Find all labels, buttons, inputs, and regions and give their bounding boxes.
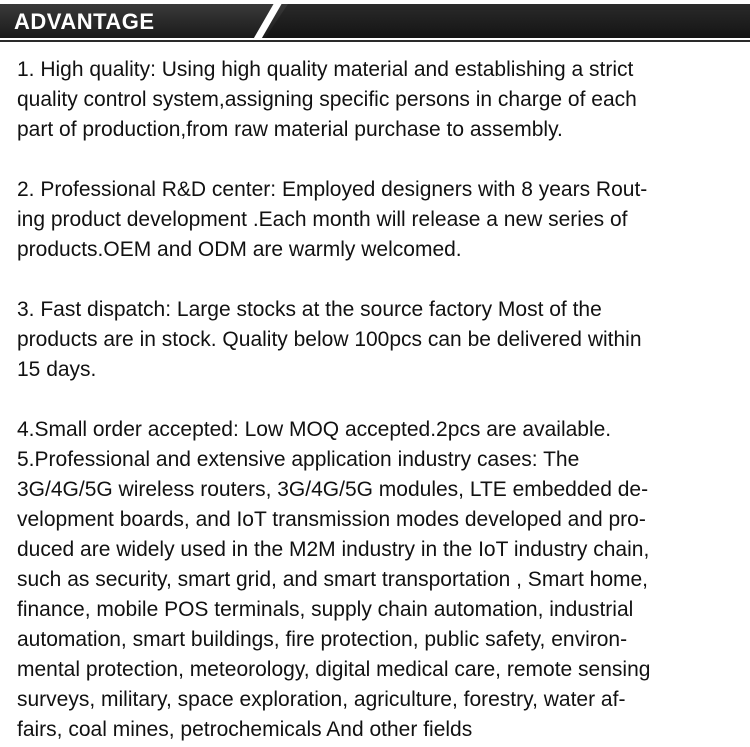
header-underline [0,40,750,42]
advantage-list [17,55,732,745]
advantage-item-dispatch: 3. Fast dispatch: Large stocks at the source factory Most of the products are in stock. Quality below 100pcs can be delivered within 15 days. [17,298,642,381]
advantage-item-quality: 1. High quality: Using high quality material and establishing a strict quality control system,assigning specific persons in charge of each part of production,from raw material purchase to assembly. [17,58,637,141]
advantage-item-rnd: 2. Professional R&D center: Employed designers with 8 years Rout- ing product development .Each month will release a new series of products.OEM and ODM are warmly welcomed. [17,178,648,261]
advantage-item-applications: 5.Professional and extensive application industry cases: The 3G/4G/5G wireless routers, 3G/4G/5G modules, LTE embedded de- velopment boards, and IoT transmission modes developed and pro- duced are widely used in the M2M industry in the IoT industry chain, such as security, smart grid, and smart transportation , Smart home, finance, mobile POS terminals, supply chain automation, industrial automation, smart buildings, fire protection, public safety, environ- mental protection, meteorology, digital medical care, remote sensing surveys, military, space exploration, agriculture, forestry, water af- fairs, coal mines, petrochemicals And other fields [17,448,651,741]
advantage-item-small-order: 4.Small order accepted: Low MOQ accepted.2pcs are available. [17,418,612,441]
section-title: ADVANTAGE [14,9,155,34]
section-header [0,0,750,46]
